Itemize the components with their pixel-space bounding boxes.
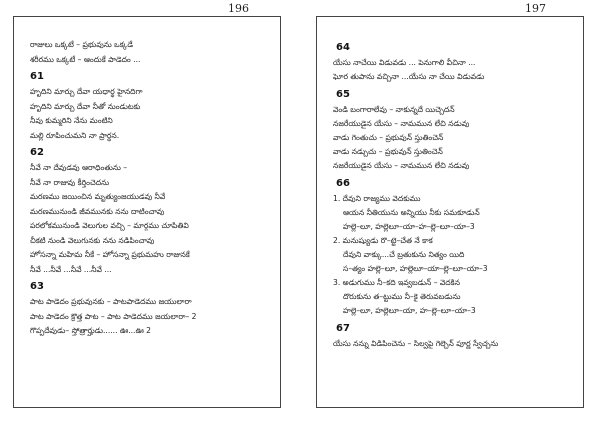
song-line: వెండి బంగారాలేవు – నాకున్నదే యిచ్చెదన్ [333, 105, 455, 114]
song-number: 66 [336, 178, 350, 189]
song-line: 2. మనుష్యుడు రొ–ట్టె–చేత నే కాక [333, 236, 433, 245]
song-line: నజరేయుడైన యేసు – నామమున లేచి నడువు [333, 119, 470, 128]
song-line: మల్లి రూపించుమని నా ప్రార్థన. [30, 130, 120, 140]
song-line: స–త్యం హల్లె–లూ, హల్లెలూ–యా–ల్లె–లూ–యా–3 [343, 264, 488, 273]
song-number: 67 [336, 323, 350, 334]
song-number: 65 [336, 89, 350, 100]
song-line: నీవే నా దేవుడవు ఆరాధింతును – [30, 163, 128, 172]
song-line: వాడు నడ్చుచు – ప్రభువున్ స్తుతించెన్ [333, 147, 443, 156]
song-line: పాట పాడెదం ప్రభువునకు – పాటపాడెదము జయులారా [30, 297, 192, 306]
song-number: 61 [30, 71, 44, 82]
song-line: గొప్పదేవుడు– స్తోత్రార్హుడు...... ఊ...ఊ 2 [30, 326, 152, 335]
page-number-left: 196 [228, 2, 249, 15]
song-line: మరణమునుండి జీవమునకు నను దాటించావు [30, 206, 165, 216]
song-line: పరలోకమునుండి వెలుగుల వచ్చి – మార్గము చూపితివి [30, 221, 189, 230]
song-line: నీవు కుమ్మరిని నేను మంటిని [30, 116, 113, 125]
song-line: 3. అడుగుము నీ–కది ఇవ్వబడున్ – వెదకిన [333, 278, 460, 287]
song-line: నీవే నా రాజువు కీర్తించెదను [30, 177, 110, 187]
song-line: పాట పాడెదం క్రొత్త పాట – పాట పాడెదము జయలారా– 2 [30, 311, 197, 321]
song-number: 62 [30, 147, 44, 158]
song-line: మరణము జయించిన మృత్యుంజయుడవు నీవే [30, 192, 166, 201]
song-line: దొరుకును త–ట్టుము నీ–కై తెరువబడును [343, 292, 461, 301]
song-line: చీకటి నుండి వెలుగునకు నను నడిపించావు [30, 235, 155, 245]
song-line: హృదిని మార్చు దేవా నీతో నుండుటకు [30, 101, 141, 111]
intro-line: శరీరము ఒక్కటే – ఆందుకే పాడెదం ... [30, 54, 141, 64]
intro-line: రాజులు ఒక్కటే – ప్రభువును ఒక్కడే [30, 40, 133, 49]
song-line: హోసన్నా మహిమ నీకే – హోసన్నా ప్రభుమహు రాజునకే [30, 250, 190, 259]
song-line: వాడు గెంతుచు – ప్రభువున్ స్తుతించెన్ [333, 133, 444, 142]
song-line: హల్లె–లూ, హల్లెలూ–యా, హ–ల్లె–లూ–యా–3 [343, 306, 476, 315]
song-number: 64 [336, 42, 350, 53]
page-number-right: 197 [525, 2, 546, 15]
song-line: నీవే ...నీవే ...నీవే ...నీవే ... [30, 264, 112, 274]
song-line: 1. దేవుని రాజ్యము వెదకుము [333, 194, 421, 203]
song-line: నజరేయుడైన యేసు – నామమున లేచి నడువు [333, 161, 470, 170]
song-line: హృదిని మార్చు దేవా యధార్థ హైనదిగా [30, 87, 143, 96]
song-line: యేసు నన్ను విడిపించెను – సిల్వపై గెల్చెన్ పూర్ణ స్వేచ్చను [333, 339, 499, 348]
song-line: ఆయన నీతియును అన్నియు నీకు సమకూడున్ [343, 208, 480, 217]
song-line: యేసు నాచేయి విడువడు ... పెనుగాలి వీచినా ... [333, 58, 476, 67]
song-number: 63 [30, 281, 44, 292]
song-line: హల్లె–లూ, హల్లెలూ–యా–హ–ల్లె–లూ–యా–3 [343, 222, 475, 231]
song-line: దేవుని వాక్కు...చే బ్రతుకును నిత్యం యిది [343, 250, 465, 259]
song-line: ఘోర తుపాను వచ్చినా ...యేసు నా చేయి విడువడు [333, 72, 485, 81]
